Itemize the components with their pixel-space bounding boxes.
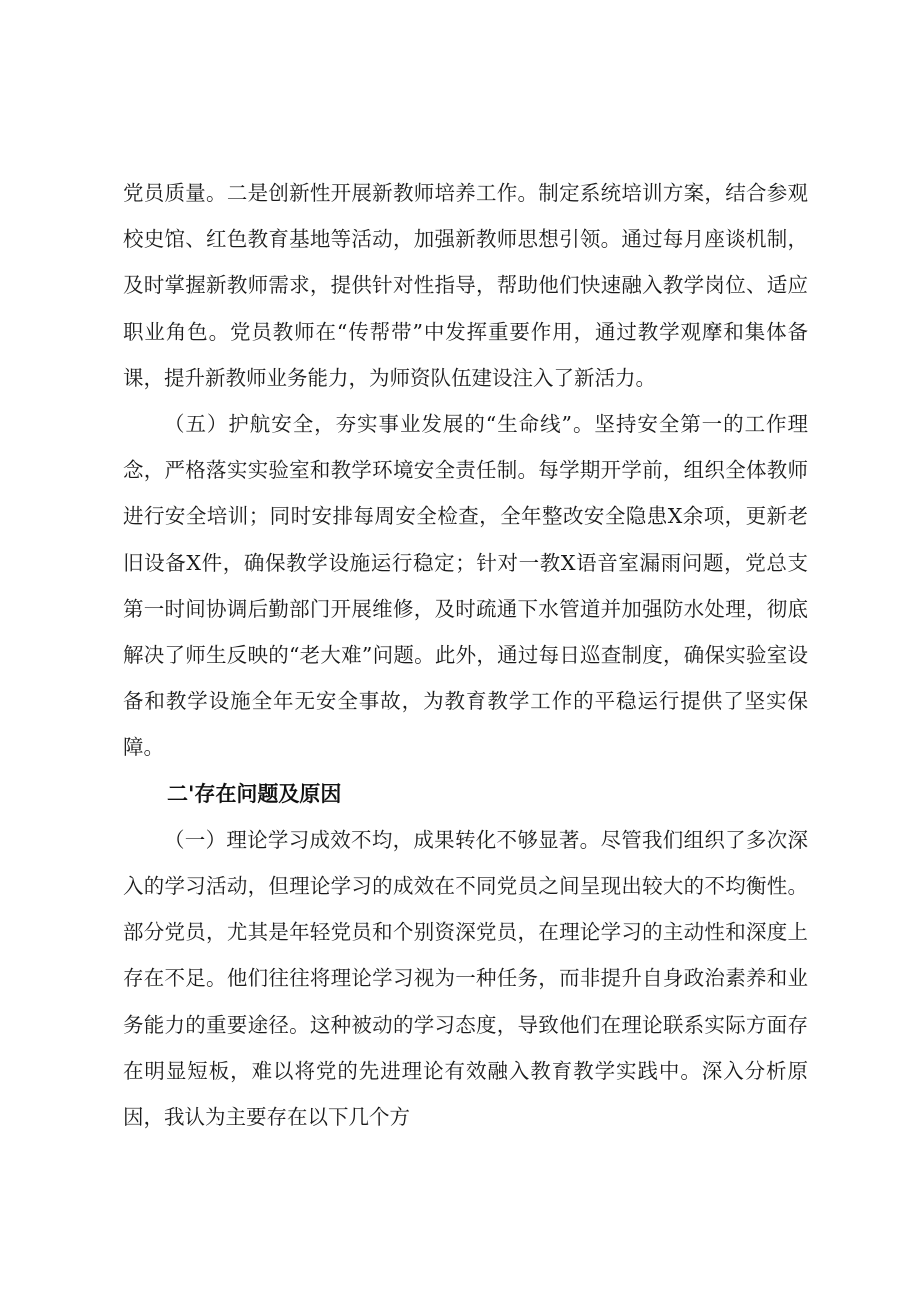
section-heading-problems: 二'存在问题及原因	[167, 781, 342, 806]
document-body	[123, 170, 808, 1140]
paragraph-teacher-training: 党员质量。二是创新性开展新教师培养工作。制定系统培训方案，结合参观校史馆、红色教育基地等活动，加强新教师思想引领。通过每月座谈机制，及时掌握新教师需求，提供针对性指导，帮助他们快速融入教学岗位、适应职业角色。党员教师在“传帮带”中发挥重要作用，通过教学观摩和集体备课，提升新教师业务能力，为师资队伍建设注入了新活力。	[123, 181, 808, 390]
paragraph-safety: （五）护航安全，夯实事业发展的“生命线”。坚持安全第一的工作理念，严格落实实验室和教学环境安全责任制。每学期开学前，组织全体教师进行安全培训；同时安排每周安全检查，全年整改安全隐患X余项，更新老旧设备X件，确保教学设施运行稳定；针对一教X语音室漏雨问题，党总支第一时间协调后勤部门开展维修，及时疏通下水管道并加强防水处理，彻底解决了师生反映的“老大难”问题。此外，通过每日巡查制度，确保实验室设备和教学设施全年无安全事故，为教育教学工作的平稳运行提供了坚实保障。	[123, 412, 808, 760]
paragraph-theory-study: （一）理论学习成效不均，成果转化不够显著。尽管我们组织了多次深入的学习活动，但理论学习的成效在不同党员之间呈现出较大的不均衡性。部分党员，尤其是年轻党员和个别资深党员，在理论学习的主动性和深度上存在不足。他们往往将理论学习视为一种任务，而非提升自身政治素养和业务能力的重要途径。这种被动的学习态度，导致他们在理论联系实际方面存在明显短板，难以将党的先进理论有效融入教育教学实践中。深入分析原因，我认为主要存在以下几个方	[123, 827, 808, 1130]
